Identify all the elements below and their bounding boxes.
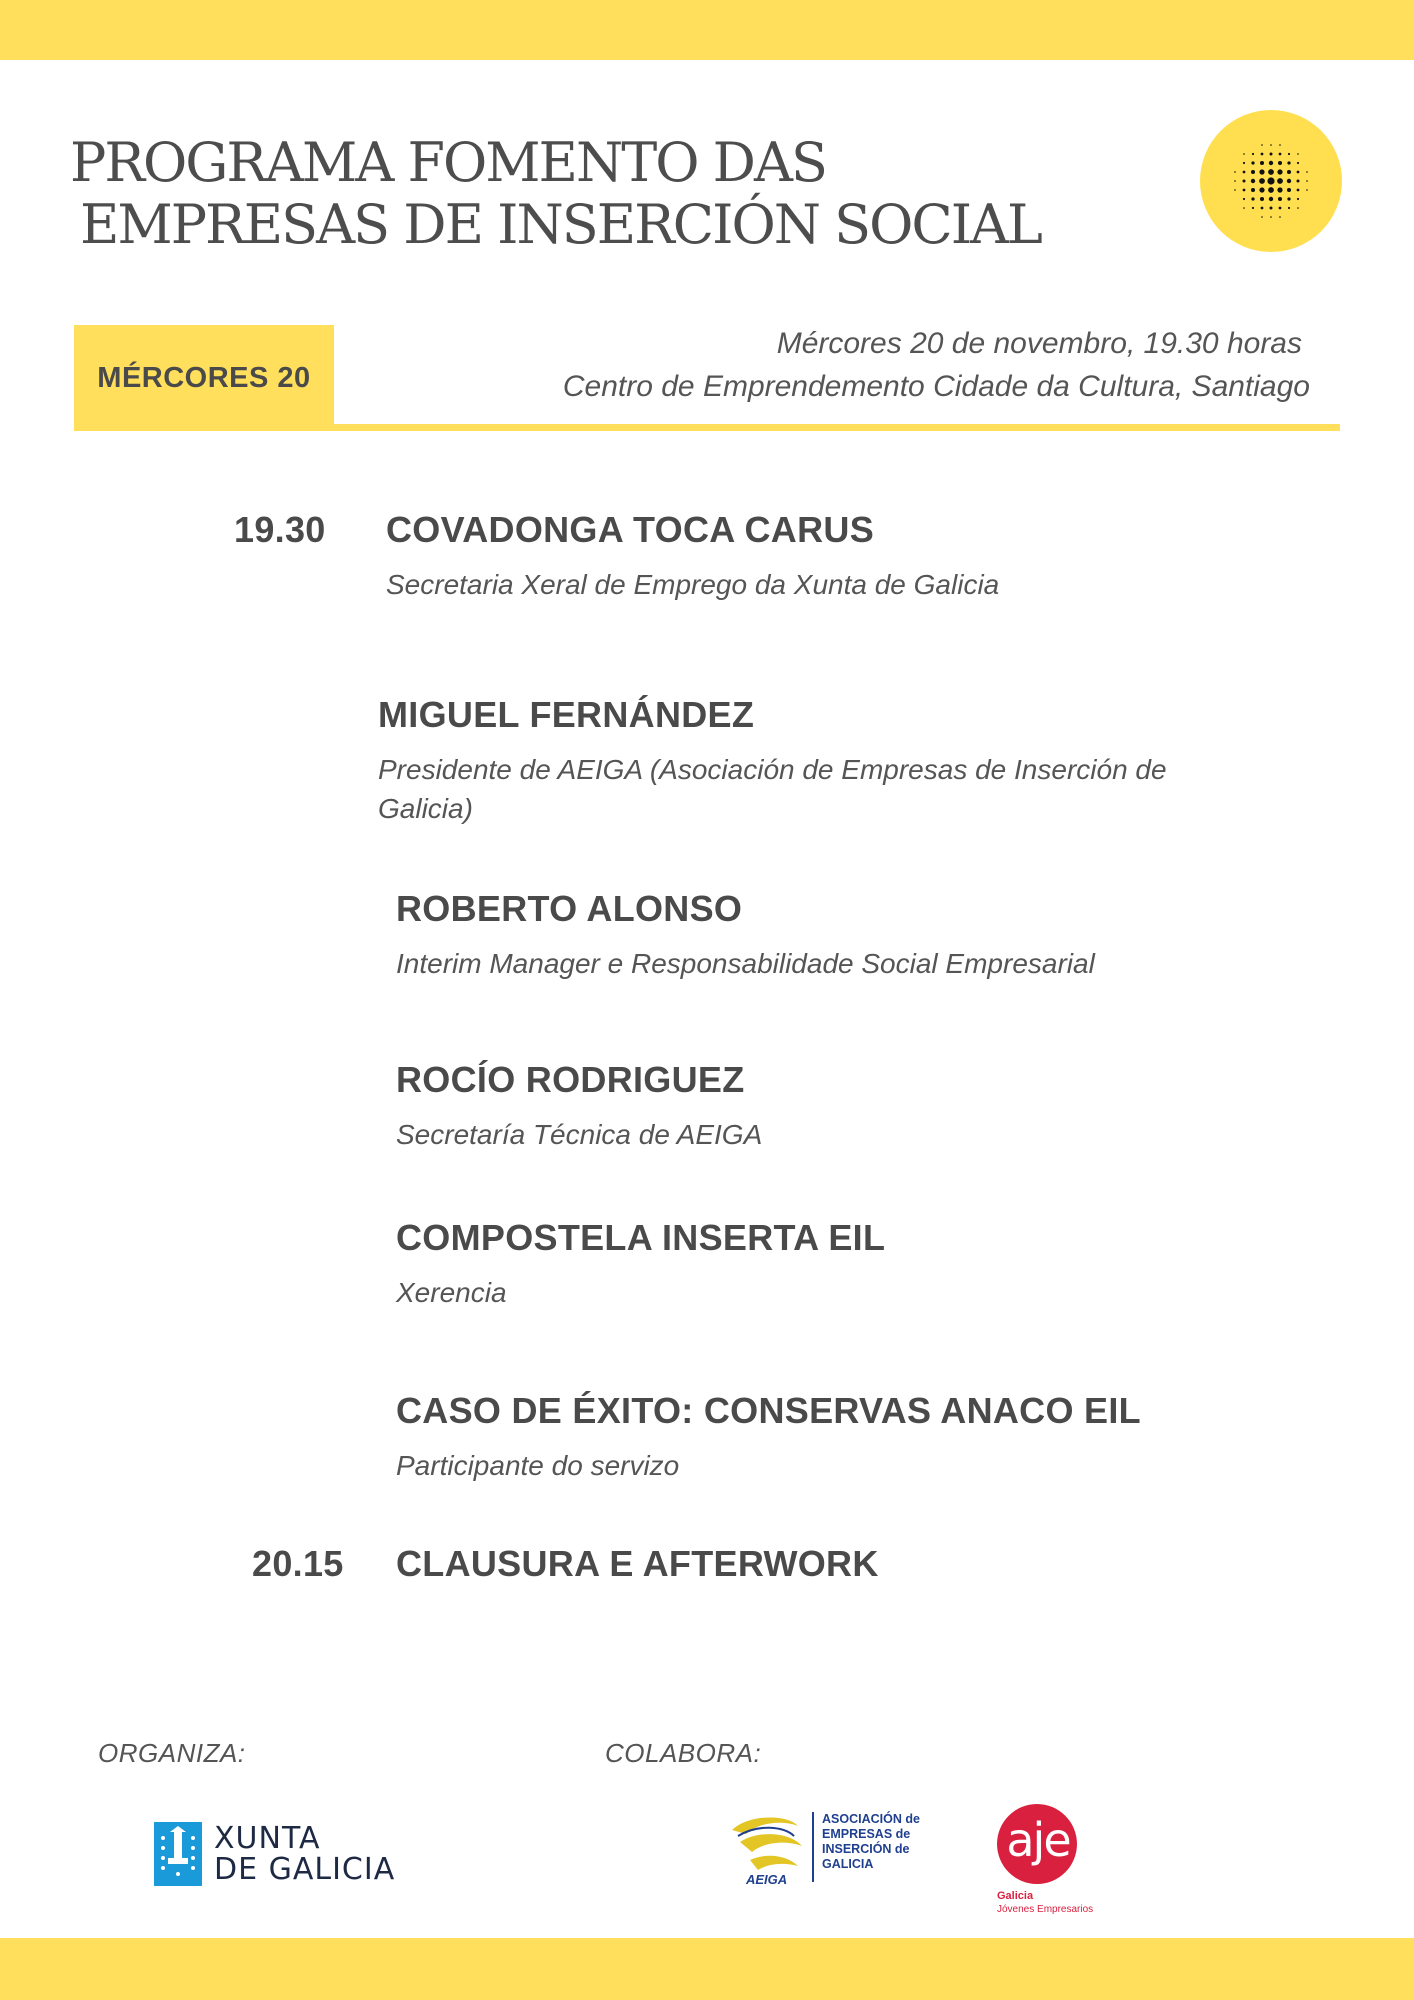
title-line-1: PROGRAMA FOMENTO DAS — [70, 131, 826, 195]
aeiga-line-1: ASOCIACIÓN de — [822, 1812, 920, 1826]
pattern-dot — [1243, 198, 1245, 200]
pattern-dot — [1297, 198, 1299, 200]
speaker-name: COVADONGA TOCA CARUS — [386, 509, 875, 550]
pattern-dot — [1234, 180, 1236, 182]
dotted-circle-icon — [1200, 110, 1342, 252]
aeiga-line-3: INSERCIÓN de — [822, 1842, 910, 1856]
program-item — [396, 1059, 1296, 1154]
pattern-dot — [1287, 188, 1291, 192]
pattern-dot — [1260, 161, 1264, 165]
day-underline — [74, 424, 1340, 431]
pattern-dot — [1270, 207, 1273, 210]
pattern-dot — [1279, 207, 1282, 210]
aje-galicia-logo — [995, 1804, 1105, 1919]
pattern-dot — [1278, 161, 1282, 165]
aje-region: Galicia — [997, 1890, 1034, 1902]
organiza-label: ORGANIZA: — [98, 1738, 246, 1768]
pattern-dot — [1259, 178, 1265, 184]
closing-title: CLAUSURA E AFTERWORK — [396, 1543, 879, 1584]
pattern-dot — [1288, 153, 1290, 155]
pattern-dot — [1287, 161, 1290, 164]
aeiga-full-name — [822, 1812, 920, 1872]
pattern-dot — [1243, 171, 1246, 174]
pattern-dot — [1287, 179, 1291, 183]
pattern-dot — [1261, 216, 1263, 218]
pattern-dot — [1243, 207, 1245, 209]
bottom-yellow-band — [0, 1938, 1414, 2000]
speaker-role: Participante do servizo — [396, 1450, 680, 1481]
pattern-dot — [1234, 171, 1236, 173]
pattern-dot — [1251, 197, 1254, 200]
pattern-dot — [1268, 187, 1274, 193]
pattern-dot — [1252, 207, 1254, 209]
xunta-wordmark — [214, 1823, 395, 1885]
pattern-dot — [1259, 187, 1264, 192]
time-slot-1: 19.30 — [234, 509, 326, 550]
speaker-role: Interim Manager e Responsabilidade Social Empresarial — [396, 948, 1095, 979]
aeiga-word: AEIGA — [746, 1872, 788, 1887]
top-yellow-band — [0, 0, 1414, 60]
speaker-role: Xerencia — [396, 1277, 507, 1308]
pattern-dot — [1279, 144, 1281, 146]
pattern-dot — [1261, 144, 1263, 146]
pattern-dot — [1297, 207, 1299, 209]
pattern-dot — [1287, 170, 1291, 174]
pattern-dot — [1251, 179, 1255, 183]
aeiga-swoosh-icon — [728, 1812, 806, 1887]
pattern-dot — [1277, 178, 1283, 184]
speaker-role: Secretaria Xeral de Emprego da Xunta de Galicia — [386, 569, 1000, 600]
speaker-role: Secretaría Técnica de AEIGA — [396, 1119, 763, 1150]
program-item — [396, 1543, 1296, 1585]
pattern-dot — [1243, 180, 1246, 183]
time-slot-2: 20.15 — [252, 1543, 344, 1584]
aeiga-line-2: EMPRESAS de — [822, 1827, 911, 1841]
aeiga-logo — [728, 1812, 920, 1887]
pattern-dot — [1270, 153, 1273, 156]
speaker-role: Presidente de AEIGA (Asociación de Empresas de Inserción de Galicia) — [378, 754, 1167, 824]
event-date: Mércores 20 de novembro, 19.30 horas — [776, 327, 1302, 360]
pattern-dot — [1260, 197, 1264, 201]
pattern-dot — [1297, 153, 1299, 155]
aeiga-divider — [812, 1812, 814, 1882]
aeiga-line-4: GALICIA — [822, 1857, 874, 1871]
pattern-dot — [1297, 162, 1299, 164]
pattern-dot — [1252, 153, 1254, 155]
program-item — [396, 1217, 1296, 1312]
pattern-dot — [1267, 177, 1274, 184]
pattern-dot — [1297, 180, 1300, 183]
pattern-dot — [1243, 162, 1245, 164]
pattern-dot — [1269, 161, 1273, 165]
speaker-name: ROCÍO RODRIGUEZ — [396, 1059, 745, 1100]
pattern-dot — [1297, 189, 1300, 192]
pattern-dot — [1277, 187, 1282, 192]
colabora-label: COLABORA: — [605, 1738, 762, 1768]
pattern-dot — [1306, 189, 1308, 191]
pattern-dot — [1279, 216, 1281, 218]
pattern-dot — [1268, 169, 1274, 175]
pattern-dot — [1277, 169, 1282, 174]
xunta-line-2: DE GALICIA — [214, 1852, 396, 1887]
program-item — [378, 694, 1258, 828]
aje-subtitle: Jóvenes Empresarios — [997, 1904, 1094, 1915]
pattern-dot — [1270, 144, 1272, 146]
program-item — [396, 888, 1296, 983]
title-line-2: EMPRESAS DE INSERCIÓN SOCIAL — [80, 193, 1041, 257]
pattern-dot — [1251, 161, 1254, 164]
pattern-dot — [1306, 171, 1308, 173]
pattern-dot — [1279, 153, 1282, 156]
pattern-dot — [1270, 216, 1272, 218]
pattern-dot — [1306, 180, 1308, 182]
pattern-dot — [1251, 188, 1255, 192]
program-item — [396, 1390, 1356, 1485]
pattern-dot — [1287, 197, 1290, 200]
speaker-name: ROBERTO ALONSO — [396, 888, 743, 929]
speaker-name: CASO DE ÉXITO: CONSERVAS ANACO EIL — [396, 1390, 1141, 1431]
pattern-dot — [1261, 207, 1264, 210]
pattern-dot — [1251, 170, 1255, 174]
pattern-dot — [1261, 153, 1264, 156]
pattern-dot — [1297, 171, 1300, 174]
pattern-dot — [1234, 189, 1236, 191]
galicia-shield-icon — [154, 1822, 202, 1886]
day-badge: MÉRCORES 20 — [74, 325, 334, 431]
pattern-dot — [1243, 153, 1245, 155]
xunta-line-1: XUNTA — [214, 1821, 321, 1856]
page-title — [70, 132, 1130, 256]
speaker-name: COMPOSTELA INSERTA EIL — [396, 1217, 886, 1258]
pattern-dot — [1259, 169, 1264, 174]
event-info — [563, 322, 1310, 408]
pattern-dot — [1288, 207, 1290, 209]
pattern-dot — [1278, 197, 1282, 201]
aje-wordmark: aje — [1006, 1813, 1070, 1867]
pattern-dot — [1269, 197, 1273, 201]
speaker-name: MIGUEL FERNÁNDEZ — [378, 694, 755, 735]
event-venue: Centro de Emprendemento Cidade da Cultura, Santiago — [562, 370, 1310, 403]
pattern-dot — [1243, 189, 1246, 192]
xunta-de-galicia-logo — [154, 1822, 395, 1886]
program-item — [386, 509, 1286, 604]
